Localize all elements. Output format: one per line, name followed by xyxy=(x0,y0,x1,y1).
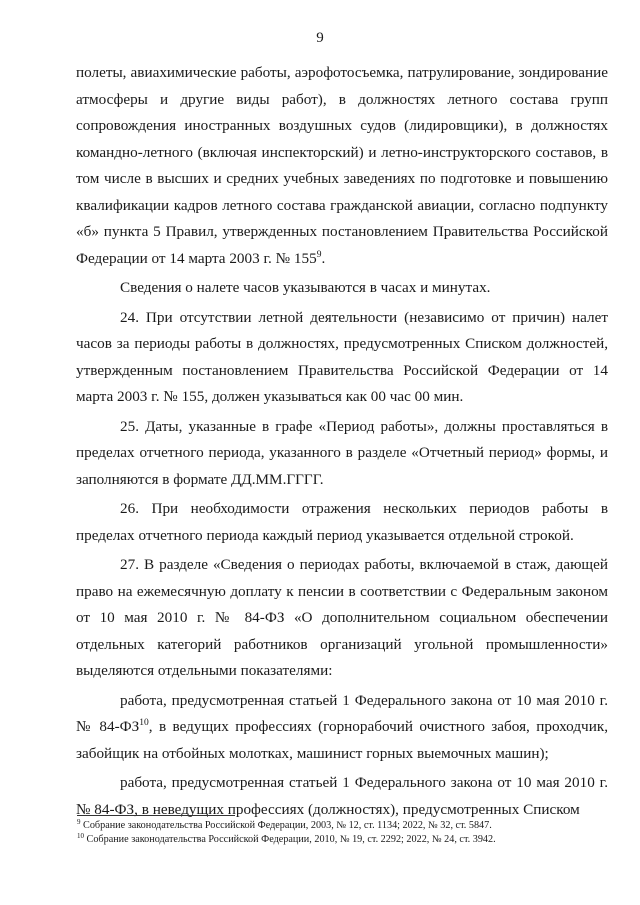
paragraph-item-25: 25. Даты, указанные в графе «Период работы», должны проставляться в пределах отчетного периода, указанного в разделе «Отчетный период» формы, и заполняются в формате ДД.ММ.ГГГГ. xyxy=(76,417,608,488)
footnote-10 xyxy=(77,833,617,847)
footnote-10-text: Собрание законодательства Российской Федерации, 2010, № 19, ст. 2292; 2022, № 24, ст. 3942. xyxy=(86,833,496,845)
paragraph-1-end: . xyxy=(321,249,326,267)
footnote-9-text: Собрание законодательства Российской Федерации, 2003, № 12, ст. 1134; 2022, № 32, ст. 5847. xyxy=(83,820,492,831)
footnote-9 xyxy=(77,819,617,833)
footnote-10-mark: 10 xyxy=(77,831,84,840)
paragraph-leading-professions xyxy=(76,688,608,768)
paragraph-item-26: 26. При необходимости отражения нескольких периодов работы в пределах отчетного периода каждый период указывается отдельной строкой. xyxy=(76,500,608,544)
footnotes xyxy=(77,819,617,846)
footnote-ref-10[interactable]: 10 xyxy=(139,718,149,728)
leading-professions-text-b: , в ведущих профессиях (горнорабочий очистного забоя, проходчик, забойщик на отбойных молотках, машинист горных выемочных машин); xyxy=(76,718,609,762)
body-text xyxy=(76,60,608,823)
leading-professions-text-a: работа, предусмотренная статьей 1 Федерального закона от 10 мая 2010 г. № 84-ФЗ xyxy=(76,691,608,735)
page-number: 9 xyxy=(316,30,324,46)
paragraph-item-27: 27. В разделе «Сведения о периодах работы, включаемой в стаж, дающей право на ежемесячную доплату к пенсии в соответствии с Федеральным законом от 10 мая 2010 г. № 84-ФЗ «О дополнительном социальном обеспечении отдельных категорий работников организаций угольной промышленности» выделяются отдельными показателями: xyxy=(76,556,608,679)
paragraph-non-leading-professions: работа, предусмотренная статьей 1 Федерального закона от 10 мая 2010 г. № 84-ФЗ, в неведущих профессиях (должностях), предусмотренных Списком xyxy=(76,774,608,818)
footnote-divider xyxy=(77,815,235,816)
paragraph-item-24: 24. При отсутствии летной деятельности (независимо от причин) налет часов за периоды работы в должностях, предусмотренных Списком должностей, утвержденным постановлением Правительства Российской Федерации от 14 марта 2003 г. № 155, должен указываться как 00 час 00 мин. xyxy=(76,308,608,405)
paragraph-1 xyxy=(76,60,608,272)
footnote-ref-9[interactable]: 9 xyxy=(316,249,322,260)
paragraph-1-text: полеты, авиахимические работы, аэрофотосъемка, патрулирование, зондирование атмосферы и другие виды работ), в должностях летного состава групп сопровождения иностранных воздушных судов (лидировщики), в должностях командно-летного (включая инспекторский) и летно-инструкторского составов, в том числе в высших и средних учебных заведениях по подготовке и повышению квалификации кадров летного состава гражданской авиации, согласно подпункту «б» пункта 5 Правил, утвержденных постановлением Правительства Российской Федерации от 14 марта 2003 г. № 155 xyxy=(76,64,608,267)
footnote-9-mark: 9 xyxy=(77,818,81,826)
paragraph-2: Сведения о налете часов указываются в часах и минутах. xyxy=(120,279,491,296)
